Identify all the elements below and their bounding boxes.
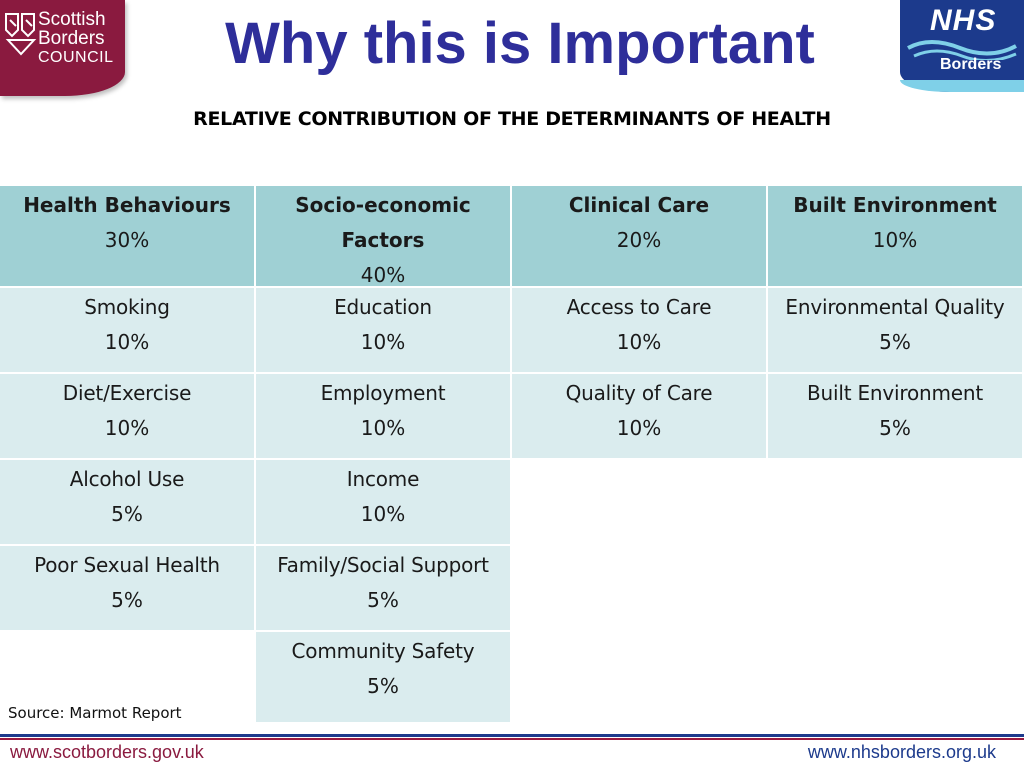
cell-percent: 10% (104, 416, 150, 440)
table-header-cell (768, 186, 1024, 288)
cell-percent: 10% (104, 330, 150, 354)
table-cell (0, 374, 256, 460)
cell-label: Alcohol Use (69, 467, 185, 491)
council-logo-line: COUNCIL (38, 49, 114, 66)
cell-percent: 5% (367, 674, 399, 698)
cell-label: Community Safety (291, 639, 475, 663)
council-website-link[interactable]: www.scotborders.gov.uk (10, 742, 204, 762)
cell-label: Family/Social Support (277, 553, 489, 577)
header-percent: 30% (104, 228, 150, 252)
header-label: Factors (341, 228, 425, 252)
cell-label: Built Environment (806, 381, 983, 405)
header-percent: 10% (872, 228, 918, 252)
header-label: Socio-economic (295, 193, 471, 217)
cell-percent: 5% (879, 416, 911, 440)
table-header-cell (0, 186, 256, 288)
header-label: Clinical Care (568, 193, 710, 217)
council-logo-line: Scottish (38, 9, 106, 30)
footer-divider (0, 738, 1024, 740)
table-cell (256, 632, 512, 724)
table-cell (768, 288, 1024, 374)
page-title: Why this is Important (225, 11, 815, 76)
cell-percent: 5% (367, 588, 399, 612)
nhs-logo-subtitle: Borders (940, 56, 1002, 73)
table-cell (768, 374, 1024, 460)
header-label: Health Behaviours (23, 193, 231, 217)
table-header-cell (512, 186, 768, 288)
cell-label: Smoking (84, 295, 170, 319)
table-cell (0, 546, 256, 632)
table-cell (256, 546, 512, 632)
table-cell (512, 374, 768, 460)
cell-label: Environmental Quality (785, 295, 1005, 319)
nhs-logo-word: NHS (930, 4, 997, 37)
footer-divider (0, 734, 1024, 737)
header-percent: 40% (360, 263, 406, 287)
cell-percent: 10% (360, 502, 406, 526)
table-cell (0, 460, 256, 546)
cell-label: Employment (320, 381, 446, 405)
table-cell (256, 374, 512, 460)
page-subtitle: RELATIVE CONTRIBUTION OF THE DETERMINANTS OF HEALTH (193, 108, 831, 130)
cell-label: Access to Care (566, 295, 712, 319)
cell-percent: 5% (879, 330, 911, 354)
cell-label: Income (346, 467, 420, 491)
table-cell (256, 460, 512, 546)
header-percent: 20% (616, 228, 662, 252)
cell-percent: 5% (111, 502, 143, 526)
cell-percent: 5% (111, 588, 143, 612)
cell-label: Poor Sexual Health (34, 553, 220, 577)
cell-percent: 10% (360, 416, 406, 440)
source-note: Source: Marmot Report (8, 704, 182, 722)
nhs-website-link[interactable]: www.nhsborders.org.uk (807, 742, 996, 762)
cell-percent: 10% (616, 416, 662, 440)
table-cell (256, 288, 512, 374)
cell-label: Education (334, 295, 432, 319)
nhs-logo-stripe (900, 80, 1024, 92)
table-cell (512, 288, 768, 374)
table-cell (0, 288, 256, 374)
cell-label: Diet/Exercise (62, 381, 192, 405)
cell-label: Quality of Care (565, 381, 713, 405)
table-header-cell (256, 186, 512, 288)
council-logo-line: Borders (38, 28, 105, 49)
header-label: Built Environment (793, 193, 997, 217)
cell-percent: 10% (360, 330, 406, 354)
cell-percent: 10% (616, 330, 662, 354)
